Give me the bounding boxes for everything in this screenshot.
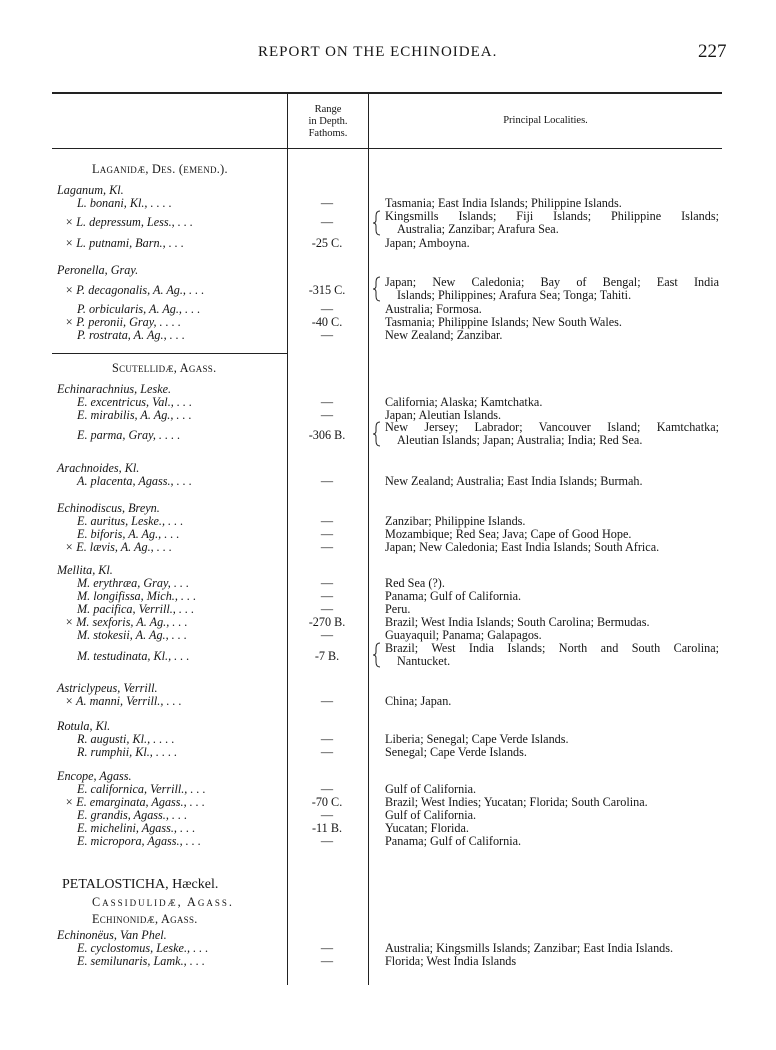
running-head <box>0 41 776 68</box>
genus-encope: Encope, Agass. <box>57 769 132 783</box>
depth-value: — <box>320 576 334 590</box>
species-row: × A. manni, Verrill., . . . <box>65 694 182 708</box>
locality-text: Mozambique; Red Sea; Java; Cape of Good Hope. <box>385 527 632 541</box>
depth-header-line-3: Fathoms. <box>308 128 348 139</box>
locality-text: New Zealand; Zanzibar. <box>385 328 503 342</box>
locality-text: Tasmania; Philippine Islands; New South Wales. <box>385 315 622 329</box>
species-row: × L. putnami, Barn., . . . <box>65 236 184 250</box>
locality-text: Senegal; Cape Verde Islands. <box>385 745 527 759</box>
genus-echinodiscus: Echinodiscus, Breyn. <box>57 501 160 515</box>
genus-echinoneus: Echinonëus, Van Phel. <box>57 928 167 942</box>
species-row: E. semilunaris, Lamk., . . . <box>77 954 205 968</box>
depth-value: — <box>320 395 334 409</box>
species-row: L. bonani, Kl., . . . . <box>77 196 172 210</box>
species-row: × M. sexforis, A. Ag., . . . <box>65 615 188 629</box>
species-row: E. biforis, A. Ag., . . . <box>77 527 180 541</box>
locality-text: Japan; New Caledonia; East India Islands; South Africa. <box>385 540 660 554</box>
locality-brace <box>373 421 381 447</box>
depth-value: — <box>320 540 334 554</box>
section-divider <box>52 353 288 354</box>
locality-text: Florida; West India Islands <box>385 954 517 968</box>
locality-brace <box>373 210 381 236</box>
genus-echinarachnius: Echinarachnius, Leske. <box>57 382 172 396</box>
species-row: R. augusti, Kl., . . . . <box>77 732 175 746</box>
locality-text: Japan; New Caledonia; Bay of Bengal; East India <box>385 275 719 289</box>
genus-rotula: Rotula, Kl. <box>57 719 111 733</box>
species-row: E. mirabilis, A. Ag., . . . <box>77 408 192 422</box>
depth-value: -11 B. <box>311 821 343 835</box>
species-row: E. michelini, Agass., . . . <box>77 821 196 835</box>
depth-value: — <box>320 408 334 422</box>
genus-laganum: Laganum, Kl. <box>57 183 124 197</box>
species-row: M. longifissa, Mich., . . . <box>77 589 197 603</box>
locality-text: Japan; Amboyna. <box>385 236 470 250</box>
column-divider-left <box>287 92 288 985</box>
localities-column-header: Principal Localities. <box>503 115 588 126</box>
species-row: E. californica, Verrill., . . . <box>77 782 206 796</box>
depth-value: -270 B. <box>308 615 346 629</box>
depth-value: — <box>320 527 334 541</box>
locality-text: China; Japan. <box>385 694 452 708</box>
species-row: M. erythræa, Gray, . . . <box>77 576 190 590</box>
table-top-rule <box>52 92 722 94</box>
locality-text: Red Sea (?). <box>385 576 445 590</box>
locality-text: Peru. <box>385 602 411 616</box>
locality-text: Australia; Formosa. <box>385 302 482 316</box>
species-row: M. pacifica, Verrill., . . . <box>77 602 195 616</box>
locality-text: Australia; Kingsmills Islands; Zanzibar; East India Islands. <box>385 941 674 955</box>
locality-text: Japan; Aleutian Islands. <box>385 408 502 422</box>
locality-text: Tasmania; East India Islands; Philippine Islands. <box>385 196 622 210</box>
column-divider-right <box>368 92 369 985</box>
depth-value: — <box>320 745 334 759</box>
locality-brace <box>373 642 381 668</box>
locality-text: Gulf of California. <box>385 782 477 796</box>
depth-value: — <box>320 215 334 229</box>
running-title: REPORT ON THE ECHINOIDEA. <box>258 44 498 60</box>
genus-astriclypeus: Astriclypeus, Verrill. <box>57 681 158 695</box>
species-row: A. placenta, Agass., . . . <box>77 474 192 488</box>
family-laganidae: Laganidæ, Des. (emend.). <box>92 162 228 176</box>
depth-header-line-1: Range <box>314 104 342 115</box>
locality-text: Aleutian Islands; Japan; Australia; India; Red Sea. <box>397 433 643 447</box>
locality-text: New Jersey; Labrador; Vancouver Island; Kamtchatka; <box>385 420 719 434</box>
species-row: × P. decagonalis, A. Ag., . . . <box>65 283 205 297</box>
species-row: E. micropora, Agass., . . . <box>77 834 201 848</box>
species-row: E. parma, Gray, . . . . <box>77 428 181 442</box>
species-row: M. testudinata, Kl., . . . <box>77 649 190 663</box>
species-row: P. rostrata, A. Ag., . . . <box>77 328 185 342</box>
genus-arachnoides: Arachnoides, Kl. <box>57 461 140 475</box>
page-number: 227 <box>698 41 727 62</box>
species-row: E. cyclostomus, Leske., . . . <box>77 941 209 955</box>
depth-value: — <box>320 328 334 342</box>
locality-text: Guayaquil; Panama; Galapagos. <box>385 628 542 642</box>
locality-text: Islands; Philippines; Arafura Sea; Tonga; Tahiti. <box>397 288 632 302</box>
genus-peronella: Peronella, Gray. <box>57 263 139 277</box>
species-row: × E. emarginata, Agass., . . . <box>65 795 205 809</box>
depth-value: — <box>320 196 334 210</box>
depth-value: — <box>320 694 334 708</box>
species-row: E. auritus, Leske., . . . <box>77 514 184 528</box>
depth-value: — <box>320 302 334 316</box>
depth-value: — <box>320 589 334 603</box>
species-row: E. grandis, Agass., . . . <box>77 808 188 822</box>
locality-text: Panama; Gulf of California. <box>385 589 522 603</box>
depth-value: — <box>320 628 334 642</box>
locality-text: Liberia; Senegal; Cape Verde Islands. <box>385 732 569 746</box>
depth-value: — <box>320 834 334 848</box>
locality-text: Australia; Zanzibar; Arafura Sea. <box>397 222 559 236</box>
locality-text: Kingsmills Islands; Fiji Islands; Philippine Islands; <box>385 209 719 223</box>
depth-column-header <box>288 104 368 140</box>
depth-value: — <box>320 954 334 968</box>
depth-value: — <box>320 474 334 488</box>
order-petalosticha: PETALOSTICHA, Hæckel. <box>62 877 219 892</box>
locality-text: California; Alaska; Kamtchatka. <box>385 395 543 409</box>
locality-text: Panama; Gulf of California. <box>385 834 522 848</box>
depth-header-line-2: in Depth. <box>308 116 348 127</box>
depth-value: -7 B. <box>314 649 340 663</box>
locality-brace <box>373 276 381 302</box>
family-scutellidae: Scutellidæ, Agass. <box>112 361 217 375</box>
depth-value: -306 B. <box>308 428 346 442</box>
species-row: × L. depressum, Less., . . . <box>65 215 193 229</box>
depth-value: — <box>320 732 334 746</box>
header-bottom-rule <box>52 148 722 149</box>
depth-value: -25 C. <box>311 236 343 250</box>
species-row: R. rumphii, Kl., . . . . <box>77 745 178 759</box>
depth-value: -315 C. <box>308 283 346 297</box>
locality-text: Zanzibar; Philippine Islands. <box>385 514 526 528</box>
depth-value: -40 C. <box>311 315 343 329</box>
depth-value: — <box>320 602 334 616</box>
depth-value: — <box>320 808 334 822</box>
family-cassidulidae: Cassidulidæ, Agass. <box>92 895 234 909</box>
species-row: E. excentricus, Val., . . . <box>77 395 193 409</box>
species-row: M. stokesii, A. Ag., . . . <box>77 628 187 642</box>
species-row: P. orbicularis, A. Ag., . . . <box>77 302 201 316</box>
locality-text: Brazil; West Indies; Yucatan; Florida; South Carolina. <box>385 795 648 809</box>
depth-value: — <box>320 941 334 955</box>
depth-value: -70 C. <box>311 795 343 809</box>
locality-text: New Zealand; Australia; East India Islands; Burmah. <box>385 474 643 488</box>
locality-text: Brazil; West India Islands; North and South Carolina; <box>385 641 719 655</box>
depth-value: — <box>320 514 334 528</box>
locality-text: Gulf of California. <box>385 808 477 822</box>
locality-text: Yucatan; Florida. <box>385 821 469 835</box>
locality-text: Brazil; West India Islands; South Carolina; Bermudas. <box>385 615 650 629</box>
depth-value: — <box>320 782 334 796</box>
species-row: × P. peronii, Gray, . . . . <box>65 315 181 329</box>
locality-text: Nantucket. <box>397 654 451 668</box>
species-row: × E. lævis, A. Ag., . . . <box>65 540 172 554</box>
family-echinonidae: Echinonidæ, Agass. <box>92 912 198 926</box>
genus-mellita: Mellita, Kl. <box>57 563 113 577</box>
